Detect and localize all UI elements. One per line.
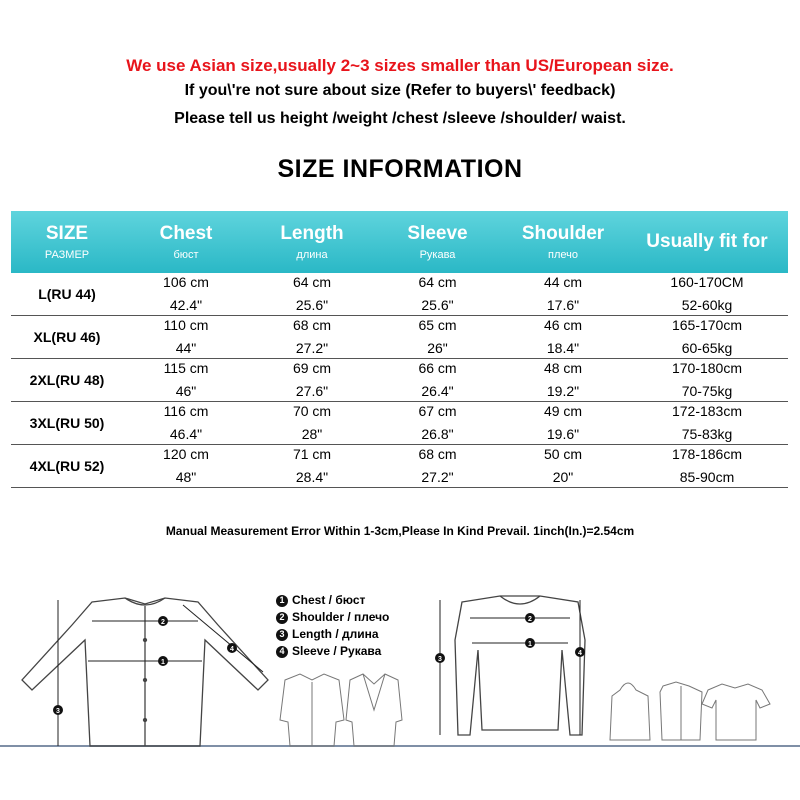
- garment-icons: [610, 682, 770, 740]
- measurement-legend: [276, 592, 389, 660]
- shoulder-cell: 44 cm 17.6": [543, 274, 583, 313]
- legend-item-sleeve: 4 Sleeve / Рукава: [276, 643, 389, 660]
- header-sleeve: Sleeve Рукава: [407, 222, 468, 261]
- chest-cell: 106 cm 42.4": [163, 274, 209, 313]
- measurement-note: Manual Measurement Error Within 1-3cm,Please In Kind Prevail. 1inch(In.)=2.54cm: [165, 524, 635, 538]
- header-fit: Usually fit for: [646, 231, 768, 252]
- svg-text:4: 4: [578, 650, 582, 657]
- table-header: [11, 211, 788, 273]
- length-cell: 69 cm 27.6": [292, 360, 332, 399]
- svg-text:2: 2: [528, 616, 532, 623]
- measurement-illustration: [0, 570, 800, 800]
- shoulder-cell: 49 cm 19.6": [543, 403, 583, 442]
- shirt-diagram: [22, 598, 268, 746]
- size-notice: We use Asian size,usually 2~3 sizes smaller than US/European size.: [126, 56, 674, 75]
- shoulder-cell: 50 cm 20": [543, 446, 583, 485]
- sleeve-cell: 66 cm 26.4": [418, 360, 457, 399]
- sleeve-cell: 65 cm 26": [418, 317, 457, 356]
- size-cell: 3XL(RU 50): [29, 414, 105, 431]
- fit-cell: 170-180cm 70-75kg: [671, 360, 743, 399]
- header-shoulder: Shoulder плечо: [521, 222, 605, 261]
- chest-cell: 116 cm 46.4": [163, 403, 209, 442]
- size-cell: XL(RU 46): [33, 328, 101, 345]
- sweater-diagram: [455, 596, 585, 735]
- table-row: [11, 402, 788, 445]
- size-advice: If you\'re not sure about size (Refer to buyers\' feedback): [184, 82, 616, 99]
- length-cell: 68 cm 27.2": [292, 317, 332, 356]
- legend-item-chest: 1 Chest / бюст: [276, 592, 389, 609]
- header-length: Length длина: [280, 222, 344, 261]
- legend-item-length: 3 Length / длина: [276, 626, 389, 643]
- fit-cell: 178-186cm 85-90cm: [671, 446, 743, 485]
- table-row: [11, 445, 788, 488]
- sleeve-cell: 68 cm 27.2": [418, 446, 457, 485]
- size-cell: 4XL(RU 52): [29, 457, 105, 474]
- sleeve-cell: 67 cm 26.8": [418, 403, 457, 442]
- shoulder-cell: 48 cm 19.2": [543, 360, 583, 399]
- fit-cell: 165-170cm 60-65kg: [671, 317, 743, 356]
- svg-text:4: 4: [230, 646, 234, 653]
- size-cell: 2XL(RU 48): [29, 371, 105, 388]
- length-cell: 71 cm 28.4": [292, 446, 332, 485]
- chest-cell: 120 cm 48": [163, 446, 209, 485]
- size-request: Please tell us height /weight /chest /sleeve /shoulder/ waist.: [174, 110, 626, 127]
- header-size: SIZE РАЗМЕР: [44, 222, 90, 261]
- legend-item-shoulder: 2 Shoulder / плечо: [276, 609, 389, 626]
- fit-cell: 160-170CM 52-60kg: [670, 274, 744, 313]
- length-cell: 64 cm 25.6": [292, 274, 332, 313]
- jacket-icons: [280, 674, 402, 746]
- svg-text:3: 3: [56, 708, 60, 715]
- fit-cell: 172-183cm 75-83kg: [671, 403, 743, 442]
- size-cell: L(RU 44): [38, 285, 96, 302]
- header-chest: Chest бюст: [159, 222, 213, 261]
- shoulder-cell: 46 cm 18.4": [543, 317, 583, 356]
- size-table: [11, 211, 788, 488]
- table-row: [11, 273, 788, 316]
- svg-text:1: 1: [161, 659, 165, 666]
- sleeve-cell: 64 cm 25.6": [418, 274, 457, 313]
- svg-text:1: 1: [528, 641, 532, 648]
- chest-cell: 110 cm 44": [163, 317, 209, 356]
- chest-cell: 115 cm 46": [163, 360, 209, 399]
- svg-text:3: 3: [438, 656, 442, 663]
- length-cell: 70 cm 28": [292, 403, 332, 442]
- table-row: [11, 359, 788, 402]
- page-title: SIZE INFORMATION: [277, 155, 523, 183]
- table-row: [11, 316, 788, 359]
- svg-text:2: 2: [161, 619, 165, 626]
